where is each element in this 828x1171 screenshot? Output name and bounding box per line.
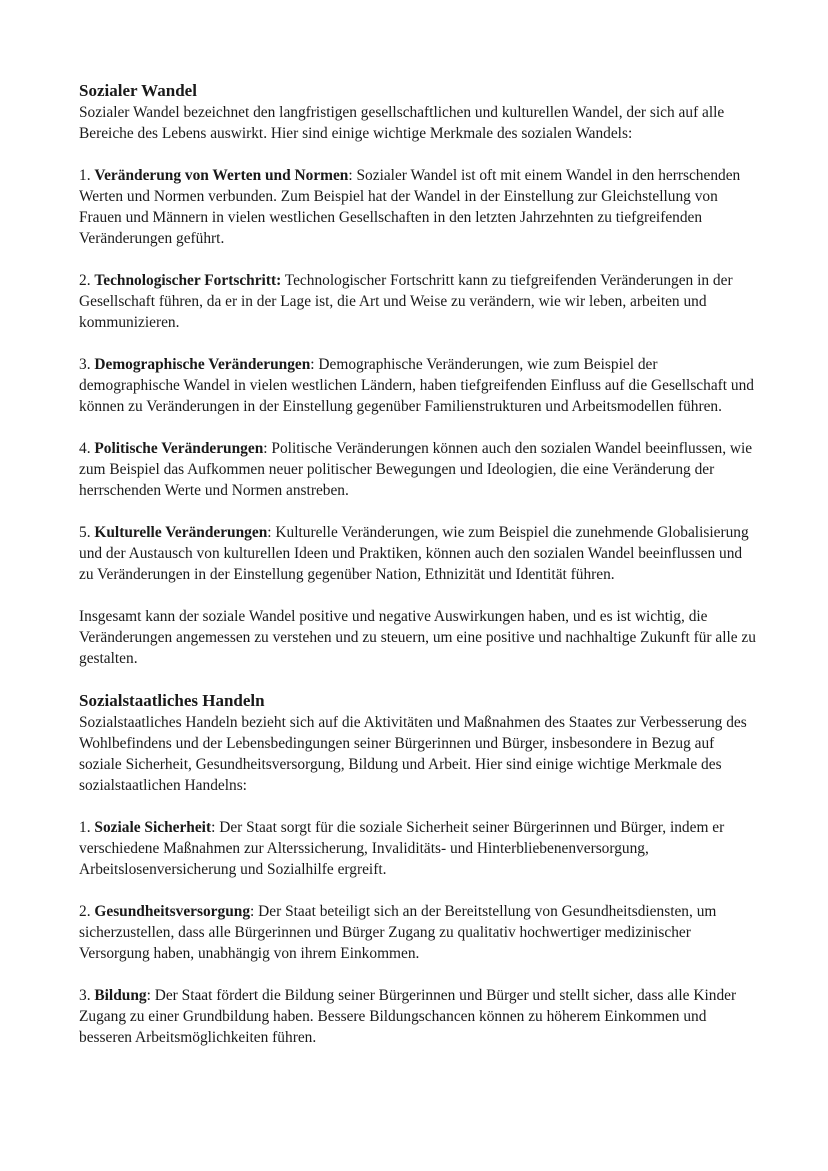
list-item (79, 522, 759, 585)
item-text: Der Staat fördert die Bildung seiner Bürgerinnen und Bürger und stellt sicher, dass alle Kinder Zugang zu einer Grundbildung haben. Bessere Bildungschancen können zu höherem Einkommen und besseren Arbeitsmöglichkeiten führen. (79, 987, 737, 1046)
list-item (79, 985, 759, 1048)
item-separator: : (267, 524, 272, 541)
item-text: Technologischer Fortschritt kann zu tiefgreifenden Veränderungen in der Gesellschaft führen, da er in der Lage ist, die Art und Weise zu verändern, wie wir leben, arbeiten und kommunizieren. (79, 272, 733, 331)
item-number: 2. (79, 903, 95, 920)
section-title-sozialstaatliches-handeln: Sozialstaatliches Handeln (79, 691, 265, 710)
item-number: 4. (79, 440, 95, 457)
item-text: Der Staat beteiligt sich an der Bereitstellung von Gesundheitsdiensten, um sicherzustellen, dass alle Bürgerinnen und Bürger Zugang zu qualitativ hochwertiger medizinischer Versorgung haben, unabhängig von ihrem Einkommen. (79, 903, 717, 962)
item-text: Kulturelle Veränderungen, wie zum Beispiel die zunehmende Globalisierung und der Austausch von kulturellen Ideen und Praktiken, können auch den sozialen Wandel beeinflussen und zu Veränderungen in der Einstellung gegenüber Nation, Ethnizität und Identität führen. (79, 524, 749, 583)
item-term: Demographische Veränderungen (94, 356, 311, 373)
item-number: 3. (79, 356, 95, 373)
section-title-sozialer-wandel: Sozialer Wandel (79, 81, 197, 100)
list-item (79, 270, 759, 333)
list-item (79, 438, 759, 501)
item-number: 1. (79, 819, 95, 836)
item-term: Technologischer Fortschritt: (94, 272, 282, 289)
item-text: Politische Veränderungen können auch den sozialen Wandel beeinflussen, wie zum Beispiel das Aufkommen neuer politischer Bewegungen und Ideologien, die eine Veränderung der herrschenden Werte und Normen anstreben. (79, 440, 753, 499)
list-item (79, 901, 759, 964)
document-page (79, 80, 759, 1048)
item-term: Kulturelle Veränderungen (94, 524, 268, 541)
item-text: Demographische Veränderungen, wie zum Beispiel der demographische Wandel in vielen westlichen Ländern, haben tiefgreifenden Einfluss auf die Gesellschaft und können zu Veränderungen in der Einstellung gegenüber Familienstrukturen und Arbeitsmodellen führen. (79, 356, 755, 415)
item-term: Soziale Sicherheit (94, 819, 212, 836)
item-separator: : (250, 903, 255, 920)
item-term: Veränderung von Werten und Normen (94, 167, 349, 184)
list-item (79, 354, 759, 417)
item-term: Bildung (94, 987, 147, 1004)
list-item (79, 165, 759, 249)
item-number: 1. (79, 167, 95, 184)
section-conclusion: Insgesamt kann der soziale Wandel positive und negative Auswirkungen haben, und es ist wichtig, die Veränderungen angemessen zu verstehen und zu steuern, um eine positive und nachhaltige Zukunft für alle zu gestalten. (79, 608, 756, 667)
item-number: 3. (79, 987, 95, 1004)
item-separator: : (211, 819, 216, 836)
list-item (79, 817, 759, 880)
item-text: Der Staat sorgt für die soziale Sicherheit seiner Bürgerinnen und Bürger, indem er verschiedene Maßnahmen zur Alterssicherung, Invaliditäts- und Hinterbliebenenversorgung, Arbeitslosenversicherung und Sozialhilfe ergreift. (79, 819, 725, 878)
item-number: 2. (79, 272, 95, 289)
item-text: Sozialer Wandel ist oft mit einem Wandel in den herrschenden Werten und Normen verbunden. Zum Beispiel hat der Wandel in der Einstellung zur Gleichstellung von Frauen und Männern in vielen westlichen Gesellschaften in den letzten Jahrzehnten zu tiefgreifenden Veränderungen geführt. (79, 167, 741, 247)
item-term: Gesundheitsversorgung (94, 903, 251, 920)
item-number: 5. (79, 524, 95, 541)
section-intro: Sozialer Wandel bezeichnet den langfristigen gesellschaftlichen und kulturellen Wandel, der sich auf alle Bereiche des Lebens auswirkt. Hier sind einige wichtige Merkmale des sozialen Wandels: (79, 104, 725, 142)
item-separator: : (263, 440, 268, 457)
item-separator: : (348, 167, 353, 184)
item-separator: : (310, 356, 315, 373)
section-intro: Sozialstaatliches Handeln bezieht sich auf die Aktivitäten und Maßnahmen des Staates zur Verbesserung des Wohlbefindens und der Lebensbedingungen seiner Bürgerinnen und Bürger, insbesondere in Bezug auf soziale Sicherheit, Gesundheitsversorgung, Bildung und Arbeit. Hier sind einige wichtige Merkmale des sozialstaatlichen Handelns: (79, 714, 747, 794)
item-separator: : (146, 987, 151, 1004)
item-term: Politische Veränderungen (94, 440, 264, 457)
